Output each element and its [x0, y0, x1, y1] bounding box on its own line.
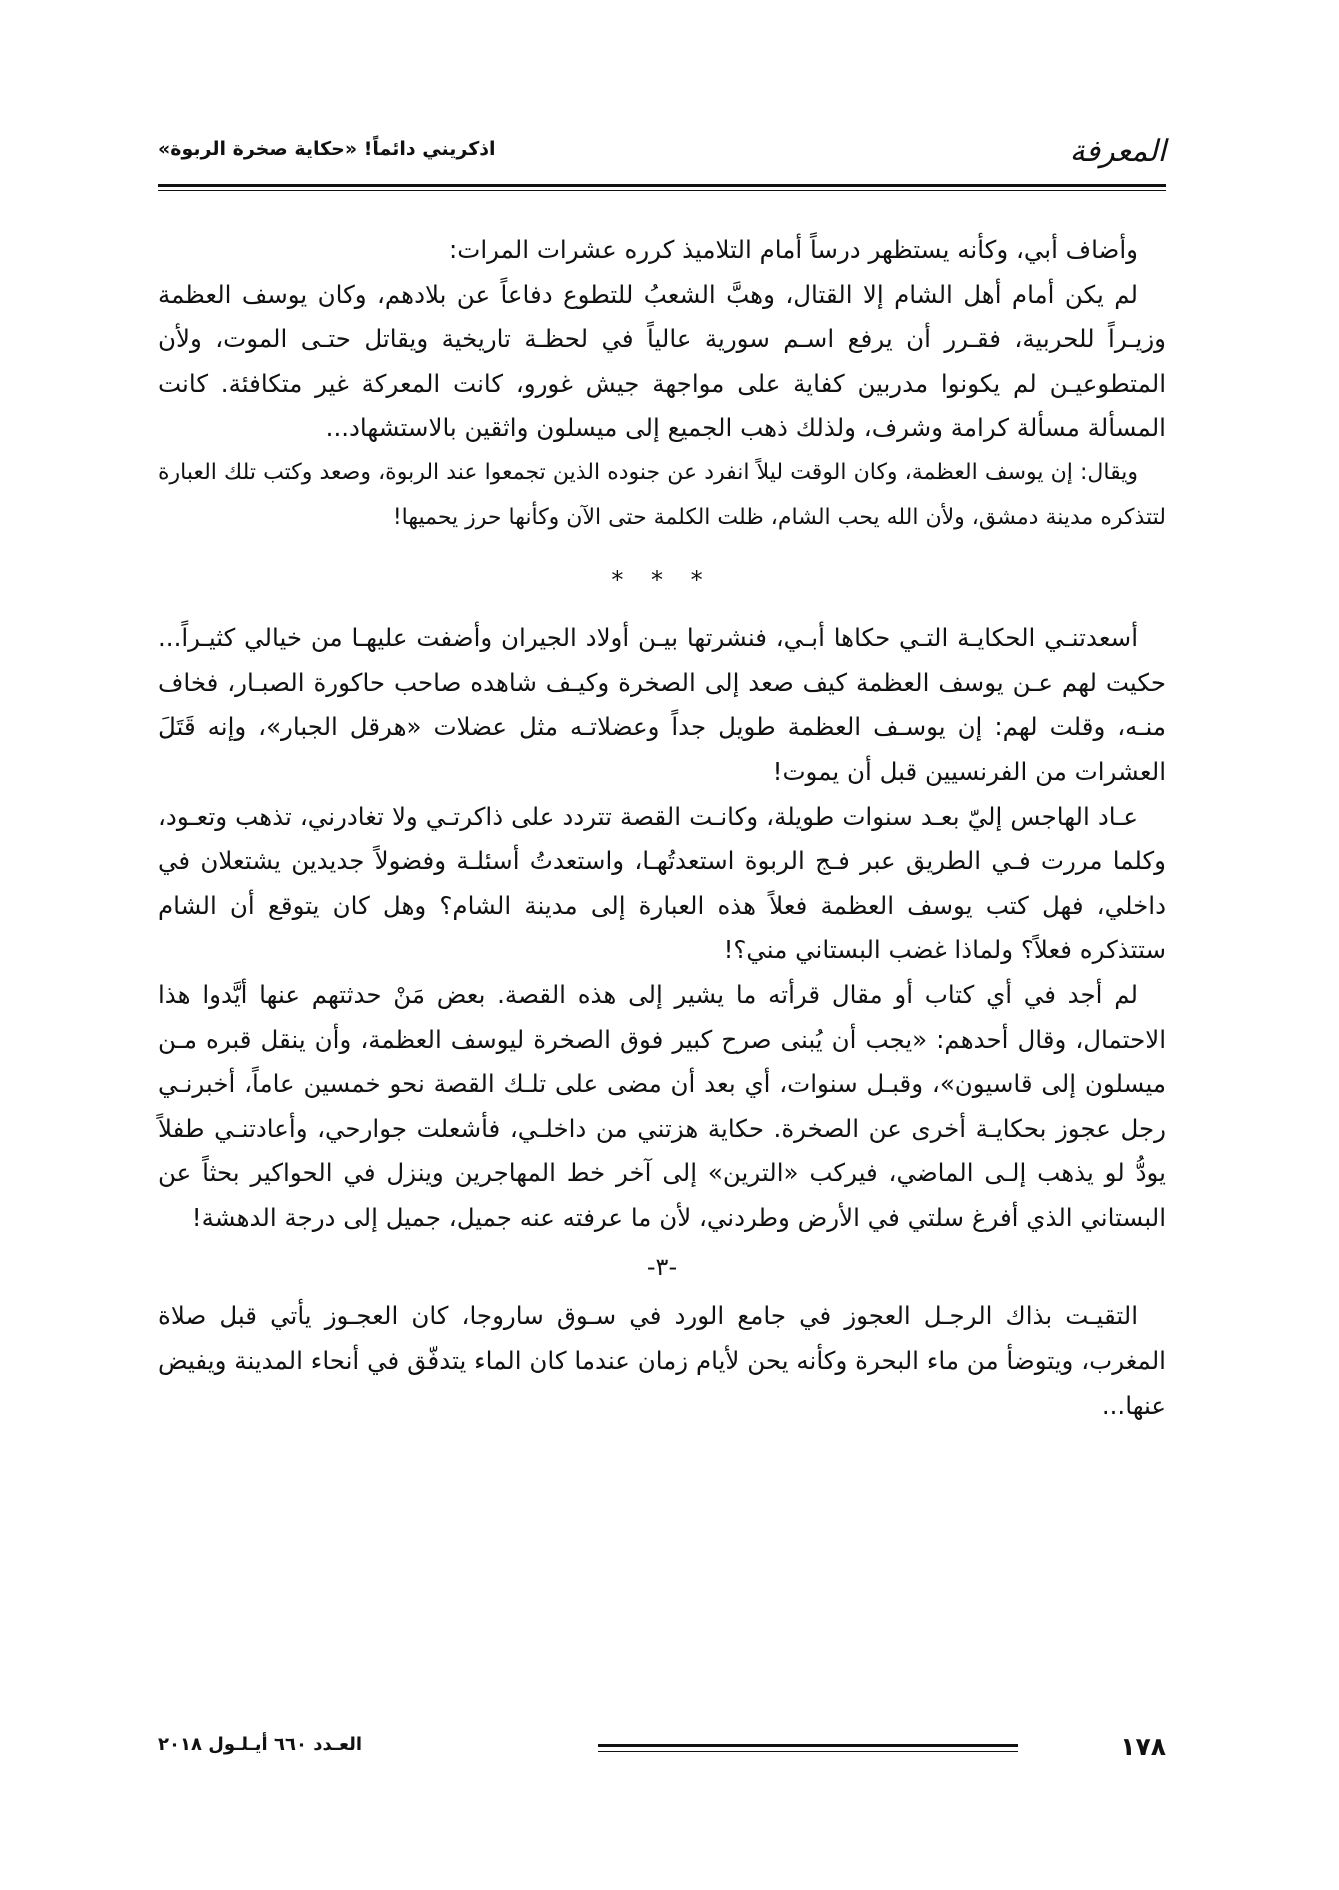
- magazine-logo: المعرفة: [1069, 134, 1166, 169]
- paragraph: أسعدتنـي الحكايـة التـي حكاها أبـي، فنشرتها بيـن أولاد الجيران وأضفت عليهـا من خيالي كثيـراً... حكيت لهم عـن يوسف العظمة كيف صعد إلى الصخرة وكيـف شاهده صاحب حاكورة الصبـار، فخاف منـه، وقلت لهم: إن يوسـف العظمة طويل جداً وعضلاتـه مثل عضلات «هرقل الجبار»، وإنه قَتَلَ العشرات من الفرنسيين قبل أن يموت!: [158, 623, 1166, 786]
- paragraph: ويقال: إن يوسف العظمة، وكان الوقت ليلاً انفرد عن جنوده الذين تجمعوا عند الربوة، وصعد وكتب تلك العبارة لتتذكره مدينة دمشق، ولأن الله يحب الشام، ظلت الكلمة حتى الآن وكأنها حرز يحميها!: [158, 459, 1166, 530]
- paragraph: لم أجد في أي كتاب أو مقال قرأته ما يشير إلى هذه القصة. بعض مَنْ حدثتهم عنها أيَّدوا هذا الاحتمال، وقال أحدهم: «يجب أن يُبنى صرح كبير فوق الصخرة ليوسف العظمة، وأن ينقل قبره مـن ميسلون إلى قاسيون»، وقبـل سنوات، أي بعد أن مضى على تلـك القصة نحو خمسين عاماً، أخبرنـي رجل عجوز بحكايـة أخرى عن الصخرة. حكاية هزتني من داخلـي، فأشعلت جوارحي، وأعادتنـي طفلاً يودُّ لو يذهب إلـى الماضي، فيركب «الترين» إلى آخر خط المهاجرين وينزل في الحواكير بحثاً عن البستاني الذي أفرغ سلتي في الأرض وطردني، لأن ما عرفته عنه جميل، جميل إلى درجة الدهشة!: [158, 979, 1166, 1232]
- page-header: [158, 128, 1166, 188]
- page-footer: [158, 1732, 1166, 1772]
- footer-divider-thin: [598, 1751, 1018, 1752]
- paragraph: التقيـت بذاك الرجـل العجوز في جامع الورد في سـوق ساروجا، كان العجـوز يأتي قبل صلاة المغرب، ويتوضأ من ماء البحرة وكأنه يحن لأيام زمان عندما كان الماء يتدفّق في أنحاء المدينة ويفيض عنها...: [158, 1301, 1166, 1420]
- section-separator: * * *: [611, 566, 713, 595]
- footer-divider: [598, 1744, 1018, 1747]
- header-divider-thin: [158, 190, 1166, 191]
- section-number: -٣-: [646, 1253, 678, 1282]
- paragraph: وأضاف أبي، وكأنه يستظهر درساً أمام التلاميذ كرره عشرات المرات:: [449, 235, 1138, 264]
- running-title: اذكريني دائماً! «حكاية صخرة الربوة»: [158, 138, 496, 160]
- issue-info: العـدد ٦٦٠ أيـلـول ٢٠١٨: [158, 1734, 363, 1755]
- page-number: ١٧٨: [1120, 1732, 1166, 1761]
- paragraph: لم يكن أمام أهل الشام إلا القتال، وهبَّ الشعبُ للتطوع دفاعاً عن بلادهم، وكان يوسف العظمة وزيـراً للحربية، فقـرر أن يرفع اسـم سورية عالياً في لحظـة تاريخية ويقاتل حتـى الموت، ولأن المتطوعيـن لم يكونوا مدربين كفاية على مواجهة جيش غورو، كانت المعركة غير متكافئة. كانت المسألة مسألة كرامة وشرف، ولذلك ذهب الجميع إلى ميسلون واثقين بالاستشهاد...: [158, 279, 1166, 443]
- header-divider: [158, 184, 1166, 187]
- article-body: [158, 228, 1166, 1428]
- paragraph: عـاد الهاجس إليّ بعـد سنوات طويلة، وكانـت القصة تتردد على ذاكرتـي ولا تغادرني، تذهب وتعـود، وكلما مررت فـي الطريق عبر فـج الربوة استعدتُهـا، واستعدتُ أسئلـة وفضولاً جديدين يشتعلان في داخلي، فهل كتب يوسف العظمة فعلاً هذه العبارة إلى مدينة الشام؟ وهل كان يتوقع أن الشام ستتذكره فعلاً؟ ولماذا غضب البستاني مني؟!: [158, 801, 1166, 965]
